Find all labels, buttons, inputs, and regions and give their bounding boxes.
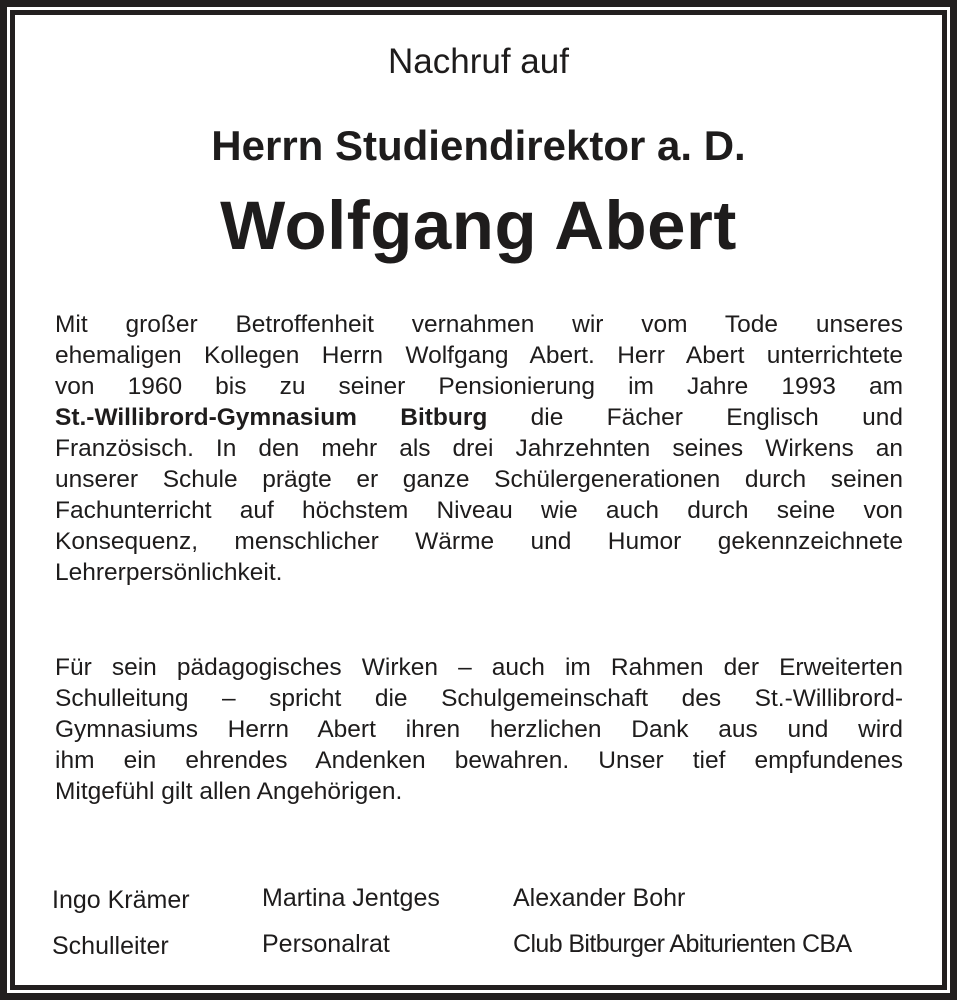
signature-role: Club Bitburger Abiturienten CBA [513,930,852,958]
text-span: die Fächer Englisch und [487,404,903,431]
signature-name: Martina Jentges [262,884,440,912]
text-line: Schulleitung – spricht die Schulgemeinschaft des St.-Willibrord- [55,685,903,712]
signature-name: Ingo Krämer [52,886,190,914]
text-line: ehemaligen Kollegen Herrn Wolfgang Abert. Herr Abert unterrichtete [55,342,903,369]
text-line: unserer Schule prägte er ganze Schülergenerationen durch seinen [55,466,903,493]
text-line: Mitgefühl gilt allen Angehörigen. [55,778,403,805]
text-line: Mit großer Betroffenheit vernahmen wir vom Tode unseres [55,311,903,338]
signature-role: Personalrat [262,930,390,958]
intro-line: Nachruf auf [388,42,569,81]
text-line: Fachunterricht auf höchstem Niveau wie auch durch seine von [55,497,903,524]
deceased-name: Wolfgang Abert [220,187,737,264]
honorific-title: Herrn Studiendirektor a. D. [211,122,746,169]
school-name: St.-Willibrord-Gymnasium Bitburg [55,404,488,431]
signature-name: Alexander Bohr [513,884,686,912]
paragraph-2 [55,652,903,807]
paragraph-1 [55,309,903,588]
text-line: Gymnasiums Herrn Abert ihren herzlichen Dank aus und wird [55,716,903,743]
signature-role: Schulleiter [52,932,169,960]
text-line: Lehrerpersönlichkeit. [55,559,283,586]
text-line: ihm ein ehrendes Andenken bewahren. Unser tief empfundenes [55,747,903,774]
text-line: Für sein pädagogisches Wirken – auch im Rahmen der Erweiterten [55,654,903,681]
text-line: Französisch. In den mehr als drei Jahrzehnten seines Wirkens an [55,435,903,462]
text-line [55,402,903,433]
text-line: von 1960 bis zu seiner Pensionierung im Jahre 1993 am [55,373,903,400]
text-line: Konsequenz, menschlicher Wärme und Humor gekennzeichnete [55,528,903,555]
